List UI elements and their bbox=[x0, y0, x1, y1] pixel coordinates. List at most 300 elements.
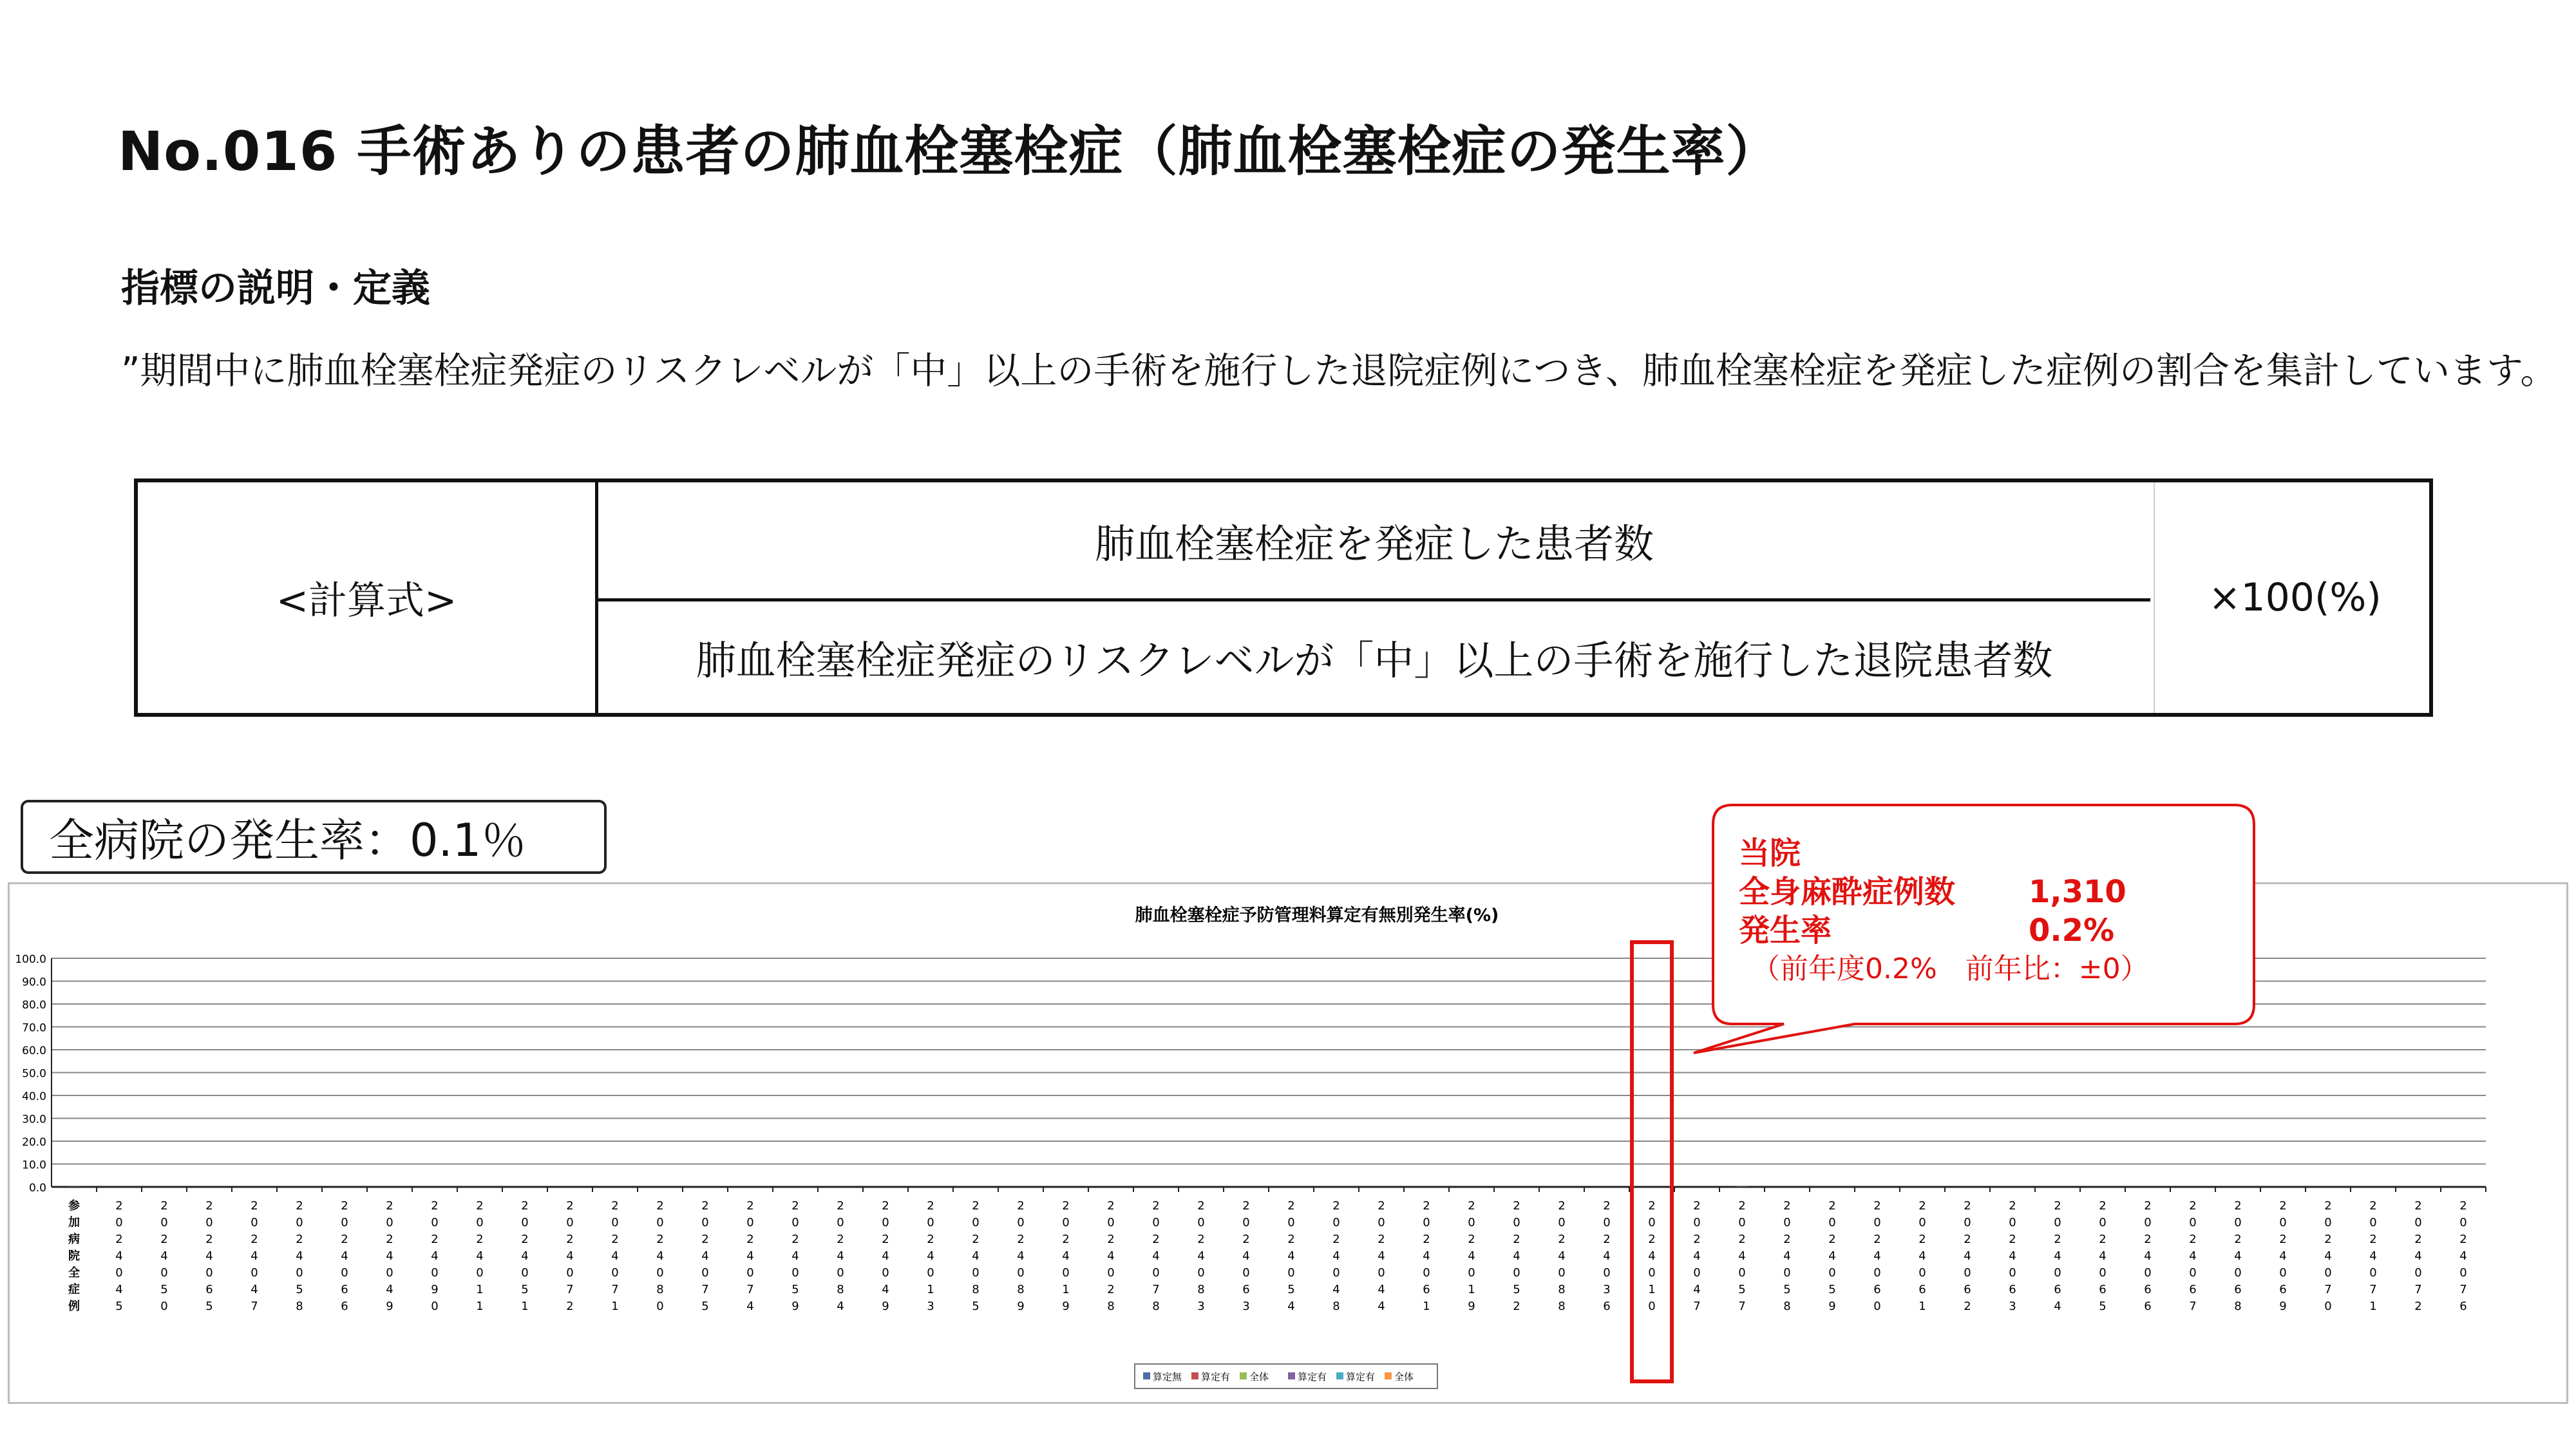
x-tick-label-char: 0 bbox=[431, 1216, 439, 1229]
x-tick-label-char: 0 bbox=[476, 1266, 484, 1280]
x-tick-label-char: 7 bbox=[1693, 1300, 1701, 1313]
x-tick-label-char: 0 bbox=[611, 1216, 619, 1229]
x-tick-label-char: 2 bbox=[1468, 1233, 1475, 1246]
x-tick-label-char: 1 bbox=[1468, 1283, 1475, 1296]
x-tick-label-char: 2 bbox=[1242, 1199, 1250, 1213]
x-tick-label-char: 0 bbox=[2414, 1266, 2422, 1280]
x-tick-label-char: 4 bbox=[972, 1249, 980, 1263]
x-tick-label-char: 2 bbox=[1964, 1300, 1971, 1313]
x-tick-label-char: 5 bbox=[160, 1283, 168, 1296]
x-tick-label-char: 0 bbox=[1423, 1216, 1430, 1229]
x-tick-label-char: 4 bbox=[1918, 1249, 1926, 1263]
x-tick-label-char: 3 bbox=[927, 1300, 934, 1313]
y-tick-label: 30.0 bbox=[22, 1113, 46, 1126]
y-tick-label: 40.0 bbox=[22, 1090, 46, 1103]
x-tick-label-char: 4 bbox=[1062, 1249, 1070, 1263]
x-tick-label-char: 2 bbox=[1918, 1199, 1926, 1213]
x-tick-label-char: 4 bbox=[2009, 1249, 2016, 1263]
x-tick-label-char: 4 bbox=[2324, 1249, 2332, 1263]
x-tick-label-char: 9 bbox=[386, 1300, 393, 1313]
x-tick-label-char: 8 bbox=[2234, 1300, 2242, 1313]
x-tick-label-char: 4 bbox=[701, 1249, 709, 1263]
x-tick-label-char: 6 bbox=[2054, 1283, 2061, 1296]
x-tick-label-char: 3 bbox=[1242, 1300, 1250, 1313]
x-tick-label-char: 2 bbox=[341, 1199, 348, 1213]
x-tick-label-char: 2 bbox=[1873, 1199, 1881, 1213]
y-tick-label: 10.0 bbox=[22, 1159, 46, 1172]
x-tick-label-char: 0 bbox=[1603, 1266, 1611, 1280]
x-tick-label-char: 5 bbox=[2099, 1300, 2107, 1313]
x-tick-label-char: 0 bbox=[1828, 1216, 1836, 1229]
x-tick-label-char: 2 bbox=[2234, 1199, 2242, 1213]
x-tick-label-char: 8 bbox=[1107, 1300, 1115, 1313]
x-tick-label-char: 0 bbox=[2009, 1216, 2016, 1229]
x-tick-label-char: 0 bbox=[656, 1266, 664, 1280]
x-tick-label-char: 4 bbox=[476, 1249, 484, 1263]
x-tick-label-char: 6 bbox=[1873, 1283, 1881, 1296]
x-tick-label-char: 2 bbox=[611, 1233, 619, 1246]
formula-label: <計算式> bbox=[138, 482, 598, 713]
x-tick-label-char: 0 bbox=[1287, 1266, 1295, 1280]
x-tick-label-char: 2 bbox=[1197, 1233, 1205, 1246]
callout-cases-label: 全身麻酔症例数 bbox=[1739, 874, 1956, 910]
x-tick-label-char: 0 bbox=[1197, 1266, 1205, 1280]
x-tick-label-char: 2 bbox=[1828, 1233, 1836, 1246]
x-tick-label-char: 0 bbox=[1062, 1266, 1070, 1280]
x-tick-label-char: 2 bbox=[1468, 1199, 1475, 1213]
x-tick-label-char: 2 bbox=[1017, 1199, 1025, 1213]
x-tick-label-char: 2 bbox=[2144, 1233, 2152, 1246]
x-tick-label-char: 2 bbox=[1197, 1199, 1205, 1213]
x-tick-label-char: 0 bbox=[2144, 1216, 2152, 1229]
x-tick-label-char: 7 bbox=[2324, 1283, 2332, 1296]
x-tick-label-char: 0 bbox=[2369, 1216, 2377, 1229]
x-tick-label-char: 8 bbox=[296, 1300, 303, 1313]
x-tick-label-char: 0 bbox=[837, 1216, 844, 1229]
x-tick-label-char: 8 bbox=[837, 1283, 844, 1296]
x-tick-label-char: 4 bbox=[746, 1249, 754, 1263]
x-tick-label-char: 4 bbox=[611, 1249, 619, 1263]
x-tick-label-char: 2 bbox=[566, 1199, 574, 1213]
x-tick-label-char: 2 bbox=[1513, 1199, 1520, 1213]
x-tick-label-char: 0 bbox=[1242, 1216, 1250, 1229]
x-tick-label-char: 2 bbox=[431, 1233, 439, 1246]
x-tick-label-char: 2 bbox=[1783, 1233, 1791, 1246]
x-tick-label-char: 4 bbox=[115, 1249, 123, 1263]
x-tick-label-char: 全 bbox=[68, 1266, 80, 1280]
x-tick-label-char: 2 bbox=[1287, 1233, 1295, 1246]
x-tick-label-char: 0 bbox=[251, 1216, 258, 1229]
x-tick-label-char: 9 bbox=[1468, 1300, 1475, 1313]
x-tick-label-char: 0 bbox=[160, 1300, 168, 1313]
y-tick-label: 100.0 bbox=[15, 953, 46, 966]
x-tick-label-char: 2 bbox=[1242, 1233, 1250, 1246]
x-tick-label-char: 8 bbox=[1558, 1283, 1566, 1296]
x-tick-label-char: 2 bbox=[701, 1233, 709, 1246]
x-tick-label-char: 2 bbox=[1152, 1199, 1160, 1213]
x-tick-label-char: 4 bbox=[386, 1249, 393, 1263]
x-tick-label-char: 2 bbox=[1423, 1199, 1430, 1213]
y-tick-label: 0.0 bbox=[28, 1182, 46, 1195]
x-tick-label-char: 0 bbox=[1783, 1216, 1791, 1229]
x-tick-label-char: 9 bbox=[1828, 1300, 1836, 1313]
x-tick-label-char: 7 bbox=[1152, 1283, 1160, 1296]
x-tick-label-char: 0 bbox=[1964, 1266, 1971, 1280]
x-tick-label-char: 2 bbox=[1558, 1199, 1566, 1213]
x-tick-label-char: 0 bbox=[656, 1300, 664, 1313]
x-tick-label-char: 4 bbox=[1107, 1249, 1115, 1263]
x-tick-label-char: 2 bbox=[521, 1199, 529, 1213]
x-tick-label-char: 8 bbox=[1152, 1300, 1160, 1313]
x-tick-label-char: 2 bbox=[1738, 1199, 1746, 1213]
x-tick-label-char: 2 bbox=[1873, 1233, 1881, 1246]
x-tick-label-char: 2 bbox=[972, 1199, 980, 1213]
x-tick-label-char: 0 bbox=[2459, 1266, 2467, 1280]
x-tick-label-char: 2 bbox=[2459, 1199, 2467, 1213]
x-tick-label-char: 7 bbox=[251, 1300, 258, 1313]
x-tick-label-char: 0 bbox=[1693, 1216, 1701, 1229]
x-tick-label-char: 2 bbox=[205, 1199, 213, 1213]
x-tick-label-char: 2 bbox=[2459, 1233, 2467, 1246]
x-tick-label-char: 6 bbox=[1242, 1283, 1250, 1296]
x-tick-label-char: 2 bbox=[1603, 1233, 1611, 1246]
x-tick-label-char: 7 bbox=[611, 1283, 619, 1296]
x-tick-label-char: 0 bbox=[1378, 1216, 1385, 1229]
x-tick-label-char: 2 bbox=[611, 1199, 619, 1213]
x-tick-label-char: 2 bbox=[927, 1233, 934, 1246]
x-tick-label-char: 2 bbox=[1287, 1199, 1295, 1213]
x-tick-label-char: 6 bbox=[2144, 1300, 2152, 1313]
x-tick-label-char: 4 bbox=[791, 1249, 799, 1263]
x-tick-label-char: 4 bbox=[341, 1249, 348, 1263]
x-tick-label-char: 0 bbox=[2324, 1216, 2332, 1229]
x-tick-label-char: 0 bbox=[611, 1266, 619, 1280]
x-tick-label-char: 0 bbox=[521, 1266, 529, 1280]
x-tick-label-char: 4 bbox=[1693, 1283, 1701, 1296]
x-tick-label-char: 5 bbox=[296, 1283, 303, 1296]
x-tick-label-char: 2 bbox=[1558, 1233, 1566, 1246]
x-tick-label-char: 0 bbox=[431, 1266, 439, 1280]
x-tick-label-char: 2 bbox=[386, 1233, 393, 1246]
x-tick-label-char: 1 bbox=[476, 1283, 484, 1296]
x-tick-label-char: 0 bbox=[1152, 1266, 1160, 1280]
callout-cases-value: 1,310 bbox=[2029, 874, 2126, 910]
x-tick-label-char: 2 bbox=[2414, 1199, 2422, 1213]
x-tick-label-char: 0 bbox=[1873, 1216, 1881, 1229]
x-tick-label-char: 0 bbox=[1558, 1216, 1566, 1229]
x-tick-label-char: 5 bbox=[205, 1300, 213, 1313]
x-tick-label-char: 7 bbox=[2369, 1283, 2377, 1296]
x-tick-label-char: 2 bbox=[1783, 1199, 1791, 1213]
x-tick-label-char: 7 bbox=[701, 1283, 709, 1296]
x-tick-label-char: 6 bbox=[341, 1300, 348, 1313]
x-tick-label-char: 2 bbox=[2099, 1199, 2107, 1213]
x-tick-label-char: 8 bbox=[1783, 1300, 1791, 1313]
x-tick-label-char: 0 bbox=[1648, 1216, 1656, 1229]
x-tick-label-char: 4 bbox=[2099, 1249, 2107, 1263]
x-tick-label-char: 4 bbox=[2234, 1249, 2242, 1263]
x-tick-label-char: 2 bbox=[251, 1233, 258, 1246]
legend-label: 全体 bbox=[1394, 1371, 1414, 1383]
x-tick-label-char: 4 bbox=[2414, 1249, 2422, 1263]
x-tick-label-char: 4 bbox=[1332, 1283, 1340, 1296]
x-tick-label-char: 9 bbox=[431, 1283, 439, 1296]
x-tick-label-char: 0 bbox=[1513, 1266, 1520, 1280]
x-tick-label-char: 2 bbox=[927, 1199, 934, 1213]
x-tick-label-char: 4 bbox=[1873, 1249, 1881, 1263]
x-tick-label-char: 4 bbox=[1603, 1249, 1611, 1263]
x-tick-label-char: 2 bbox=[296, 1233, 303, 1246]
x-tick-label-char: 1 bbox=[1423, 1300, 1430, 1313]
x-tick-label-char: 2 bbox=[476, 1199, 484, 1213]
x-tick-label-char: 0 bbox=[1107, 1216, 1115, 1229]
x-tick-label-char: 2 bbox=[2324, 1233, 2332, 1246]
x-tick-label-char: 4 bbox=[1783, 1249, 1791, 1263]
x-tick-label-char: 2 bbox=[1152, 1233, 1160, 1246]
x-tick-label-char: 2 bbox=[296, 1199, 303, 1213]
x-tick-label-char: 0 bbox=[115, 1266, 123, 1280]
x-tick-label-char: 0 bbox=[2099, 1266, 2107, 1280]
x-tick-label-char: 2 bbox=[1332, 1199, 1340, 1213]
x-tick-label-char: 0 bbox=[251, 1266, 258, 1280]
x-tick-label-char: 0 bbox=[160, 1216, 168, 1229]
x-tick-label-char: 2 bbox=[2369, 1233, 2377, 1246]
x-tick-label-char: 2 bbox=[791, 1233, 799, 1246]
x-tick-label-char: 2 bbox=[837, 1233, 844, 1246]
x-tick-label-char: 8 bbox=[1197, 1283, 1205, 1296]
x-tick-label-char: 0 bbox=[2279, 1216, 2287, 1229]
x-tick-label-char: 7 bbox=[1738, 1300, 1746, 1313]
x-tick-label-char: 1 bbox=[521, 1300, 529, 1313]
x-tick-label-char: 4 bbox=[296, 1249, 303, 1263]
x-tick-label-char: 0 bbox=[1378, 1266, 1385, 1280]
x-tick-label-char: 2 bbox=[2054, 1233, 2061, 1246]
x-tick-label-char: 1 bbox=[1648, 1283, 1656, 1296]
x-tick-label-char: 2 bbox=[2414, 1300, 2422, 1313]
x-tick-label-char: 2 bbox=[115, 1199, 123, 1213]
x-tick-label-char: 2 bbox=[2144, 1199, 2152, 1213]
formula-denominator: 肺血栓塞栓症発症のリスクレベルが「中」以上の手術を施行した退院患者数 bbox=[696, 637, 2053, 684]
x-tick-label-char: 0 bbox=[1017, 1266, 1025, 1280]
x-tick-label-char: 2 bbox=[476, 1233, 484, 1246]
x-tick-label-char: 0 bbox=[882, 1266, 889, 1280]
x-tick-label-char: 0 bbox=[1197, 1216, 1205, 1229]
formula-numerator: 肺血栓塞栓症を発症した患者数 bbox=[598, 482, 2150, 601]
x-tick-label-char: 4 bbox=[1693, 1249, 1701, 1263]
x-tick-label-char: 0 bbox=[1918, 1266, 1926, 1280]
x-tick-label-char: 4 bbox=[2279, 1249, 2287, 1263]
x-tick-label-char: 0 bbox=[1964, 1216, 1971, 1229]
x-tick-label-char: 2 bbox=[1513, 1233, 1520, 1246]
x-tick-label-char: 2 bbox=[205, 1233, 213, 1246]
x-tick-label-char: 0 bbox=[701, 1216, 709, 1229]
x-tick-label-char: 4 bbox=[1423, 1249, 1430, 1263]
x-tick-label-char: 5 bbox=[1513, 1283, 1520, 1296]
x-tick-label-char: 0 bbox=[656, 1216, 664, 1229]
x-tick-label-char: 4 bbox=[431, 1249, 439, 1263]
x-tick-label-char: 0 bbox=[566, 1216, 574, 1229]
x-tick-label-char: 0 bbox=[2459, 1216, 2467, 1229]
x-tick-label-char: 4 bbox=[2054, 1249, 2061, 1263]
x-tick-label-char: 5 bbox=[1287, 1283, 1295, 1296]
x-tick-label-char: 0 bbox=[746, 1266, 754, 1280]
x-tick-label-char: 4 bbox=[1558, 1249, 1566, 1263]
x-tick-label-char: 7 bbox=[2459, 1283, 2467, 1296]
x-tick-label-char: 2 bbox=[1017, 1233, 1025, 1246]
x-tick-label-char: 3 bbox=[1603, 1283, 1611, 1296]
section-heading: 指標の説明・定義 bbox=[121, 266, 430, 311]
x-tick-label-char: 5 bbox=[115, 1300, 123, 1313]
x-tick-label-char: 6 bbox=[341, 1283, 348, 1296]
x-tick-label-char: 2 bbox=[972, 1233, 980, 1246]
x-tick-label-char: 4 bbox=[2144, 1249, 2152, 1263]
x-tick-label-char: 0 bbox=[386, 1216, 393, 1229]
x-tick-label-char: 0 bbox=[386, 1266, 393, 1280]
x-tick-label-char: 2 bbox=[1378, 1233, 1385, 1246]
x-tick-label-char: 2 bbox=[1648, 1199, 1656, 1213]
x-tick-label-char: 0 bbox=[1468, 1216, 1475, 1229]
x-tick-label-char: 2 bbox=[386, 1199, 393, 1213]
x-tick-label-char: 0 bbox=[1918, 1216, 1926, 1229]
x-tick-label-char: 1 bbox=[927, 1283, 934, 1296]
x-tick-label-char: 0 bbox=[431, 1300, 439, 1313]
x-tick-label-char: 6 bbox=[1423, 1283, 1430, 1296]
x-tick-label-char: 5 bbox=[701, 1300, 709, 1313]
x-tick-label-char: 2 bbox=[2009, 1199, 2016, 1213]
highlight-box bbox=[1632, 942, 1672, 1381]
x-tick-label-char: 4 bbox=[1287, 1300, 1295, 1313]
x-tick-label-char: 0 bbox=[2279, 1266, 2287, 1280]
x-tick-label-char: 4 bbox=[837, 1249, 844, 1263]
x-tick-label-char: 0 bbox=[1873, 1300, 1881, 1313]
x-tick-label-char: 0 bbox=[882, 1216, 889, 1229]
x-tick-label-char: 0 bbox=[1558, 1266, 1566, 1280]
x-tick-label-char: 2 bbox=[1423, 1233, 1430, 1246]
x-tick-label-char: 0 bbox=[521, 1216, 529, 1229]
y-tick-label: 70.0 bbox=[22, 1021, 46, 1035]
x-tick-label-char: 4 bbox=[1964, 1249, 1971, 1263]
x-tick-label-char: 5 bbox=[1828, 1283, 1836, 1296]
x-tick-label-char: 7 bbox=[566, 1283, 574, 1296]
x-tick-label-char: 0 bbox=[927, 1216, 934, 1229]
x-tick-label-char: 6 bbox=[1964, 1283, 1971, 1296]
x-tick-label-char: 7 bbox=[746, 1283, 754, 1296]
x-tick-label-char: 4 bbox=[1378, 1300, 1385, 1313]
x-tick-label-char: 8 bbox=[1558, 1300, 1566, 1313]
x-tick-label-char: 4 bbox=[251, 1283, 258, 1296]
x-tick-label-char: 4 bbox=[882, 1283, 889, 1296]
x-tick-label-char: 2 bbox=[521, 1233, 529, 1246]
x-tick-label-char: 2 bbox=[566, 1233, 574, 1246]
x-tick-label-char: 1 bbox=[2369, 1300, 2377, 1313]
x-tick-label-char: 0 bbox=[341, 1216, 348, 1229]
x-tick-label-char: 4 bbox=[746, 1300, 754, 1313]
x-tick-label-char: 4 bbox=[1152, 1249, 1160, 1263]
x-tick-label-char: 5 bbox=[791, 1283, 799, 1296]
x-tick-label-char: 加 bbox=[68, 1216, 80, 1229]
x-tick-label-char: 4 bbox=[2054, 1300, 2061, 1313]
x-tick-label-char: 7 bbox=[2414, 1283, 2422, 1296]
x-tick-label-char: 0 bbox=[1738, 1216, 1746, 1229]
x-tick-label-char: 4 bbox=[1242, 1249, 1250, 1263]
x-tick-label-char: 2 bbox=[160, 1199, 168, 1213]
x-tick-label-char: 6 bbox=[2144, 1283, 2152, 1296]
x-tick-label-char: 4 bbox=[386, 1283, 393, 1296]
x-tick-label-char: 2 bbox=[1964, 1233, 1971, 1246]
y-tick-label: 20.0 bbox=[22, 1136, 46, 1149]
x-tick-label-char: 2 bbox=[701, 1199, 709, 1213]
x-tick-label-char: 4 bbox=[2369, 1249, 2377, 1263]
x-tick-label-char: 9 bbox=[1062, 1300, 1070, 1313]
x-tick-label-char: 0 bbox=[2414, 1216, 2422, 1229]
x-tick-label-char: 2 bbox=[656, 1199, 664, 1213]
x-tick-label-char: 4 bbox=[1513, 1249, 1520, 1263]
x-tick-label-char: 2 bbox=[1828, 1199, 1836, 1213]
x-tick-label-char: 2 bbox=[1062, 1199, 1070, 1213]
x-tick-label-char: 0 bbox=[2324, 1266, 2332, 1280]
x-tick-label-char: 2 bbox=[251, 1199, 258, 1213]
x-tick-label-char: 8 bbox=[972, 1283, 980, 1296]
x-tick-label-char: 4 bbox=[1738, 1249, 1746, 1263]
x-tick-label-char: 2 bbox=[837, 1199, 844, 1213]
x-tick-label-char: 0 bbox=[2324, 1300, 2332, 1313]
x-tick-label-char: 参 bbox=[68, 1199, 80, 1213]
x-tick-label-char: 9 bbox=[1017, 1300, 1025, 1313]
x-tick-label-char: 4 bbox=[521, 1249, 529, 1263]
legend-label: 算定有 bbox=[1346, 1371, 1376, 1383]
x-tick-label-char: 0 bbox=[1648, 1300, 1656, 1313]
x-tick-label-char: 8 bbox=[656, 1283, 664, 1296]
x-tick-label-char: 2 bbox=[1603, 1199, 1611, 1213]
x-tick-label-char: 0 bbox=[1648, 1266, 1656, 1280]
x-tick-label-char: 2 bbox=[1062, 1233, 1070, 1246]
x-tick-label-char: 4 bbox=[837, 1300, 844, 1313]
x-tick-label-char: 2 bbox=[1107, 1283, 1115, 1296]
x-tick-label-char: 2 bbox=[2324, 1199, 2332, 1213]
x-tick-label-char: 0 bbox=[205, 1216, 213, 1229]
x-tick-label-char: 2 bbox=[1378, 1199, 1385, 1213]
x-tick-label-char: 2 bbox=[2414, 1233, 2422, 1246]
x-tick-label-char: 0 bbox=[1062, 1216, 1070, 1229]
x-tick-label-char: 0 bbox=[1828, 1266, 1836, 1280]
x-tick-label-char: 0 bbox=[566, 1266, 574, 1280]
x-tick-label-char: 4 bbox=[115, 1283, 123, 1296]
x-tick-label-char: 0 bbox=[1423, 1266, 1430, 1280]
x-tick-label-char: 0 bbox=[1152, 1216, 1160, 1229]
callout-rate-value: 0.2% bbox=[2029, 913, 2115, 949]
x-tick-label-char: 2 bbox=[115, 1233, 123, 1246]
x-tick-label-char: 7 bbox=[2189, 1300, 2197, 1313]
legend-label: 算定有 bbox=[1201, 1371, 1231, 1383]
x-tick-label-char: 2 bbox=[2099, 1233, 2107, 1246]
description-text: ”期間中に肺血栓塞栓症発症のリスクレベルが「中」以上の手術を施行した退院症例につき、肺血栓塞栓症を発症した症例の割合を集計しています。 bbox=[121, 350, 2557, 392]
callout-text bbox=[1739, 834, 2254, 989]
x-tick-label-char: 0 bbox=[160, 1266, 168, 1280]
x-tick-label-char: 0 bbox=[972, 1266, 980, 1280]
x-tick-label-char: 0 bbox=[791, 1216, 799, 1229]
x-tick-label-char: 6 bbox=[2234, 1283, 2242, 1296]
x-tick-label-char: 4 bbox=[205, 1249, 213, 1263]
x-tick-label-char: 1 bbox=[1062, 1283, 1070, 1296]
y-tick-label: 50.0 bbox=[22, 1067, 46, 1081]
x-tick-label-char: 2 bbox=[2009, 1233, 2016, 1246]
x-tick-label-char: 0 bbox=[2009, 1266, 2016, 1280]
x-tick-label-char: 9 bbox=[2279, 1300, 2287, 1313]
x-tick-label-char: 4 bbox=[1648, 1249, 1656, 1263]
x-tick-label-char: 2 bbox=[160, 1233, 168, 1246]
x-tick-label-char: 6 bbox=[1918, 1283, 1926, 1296]
x-tick-label-char: 2 bbox=[1648, 1233, 1656, 1246]
